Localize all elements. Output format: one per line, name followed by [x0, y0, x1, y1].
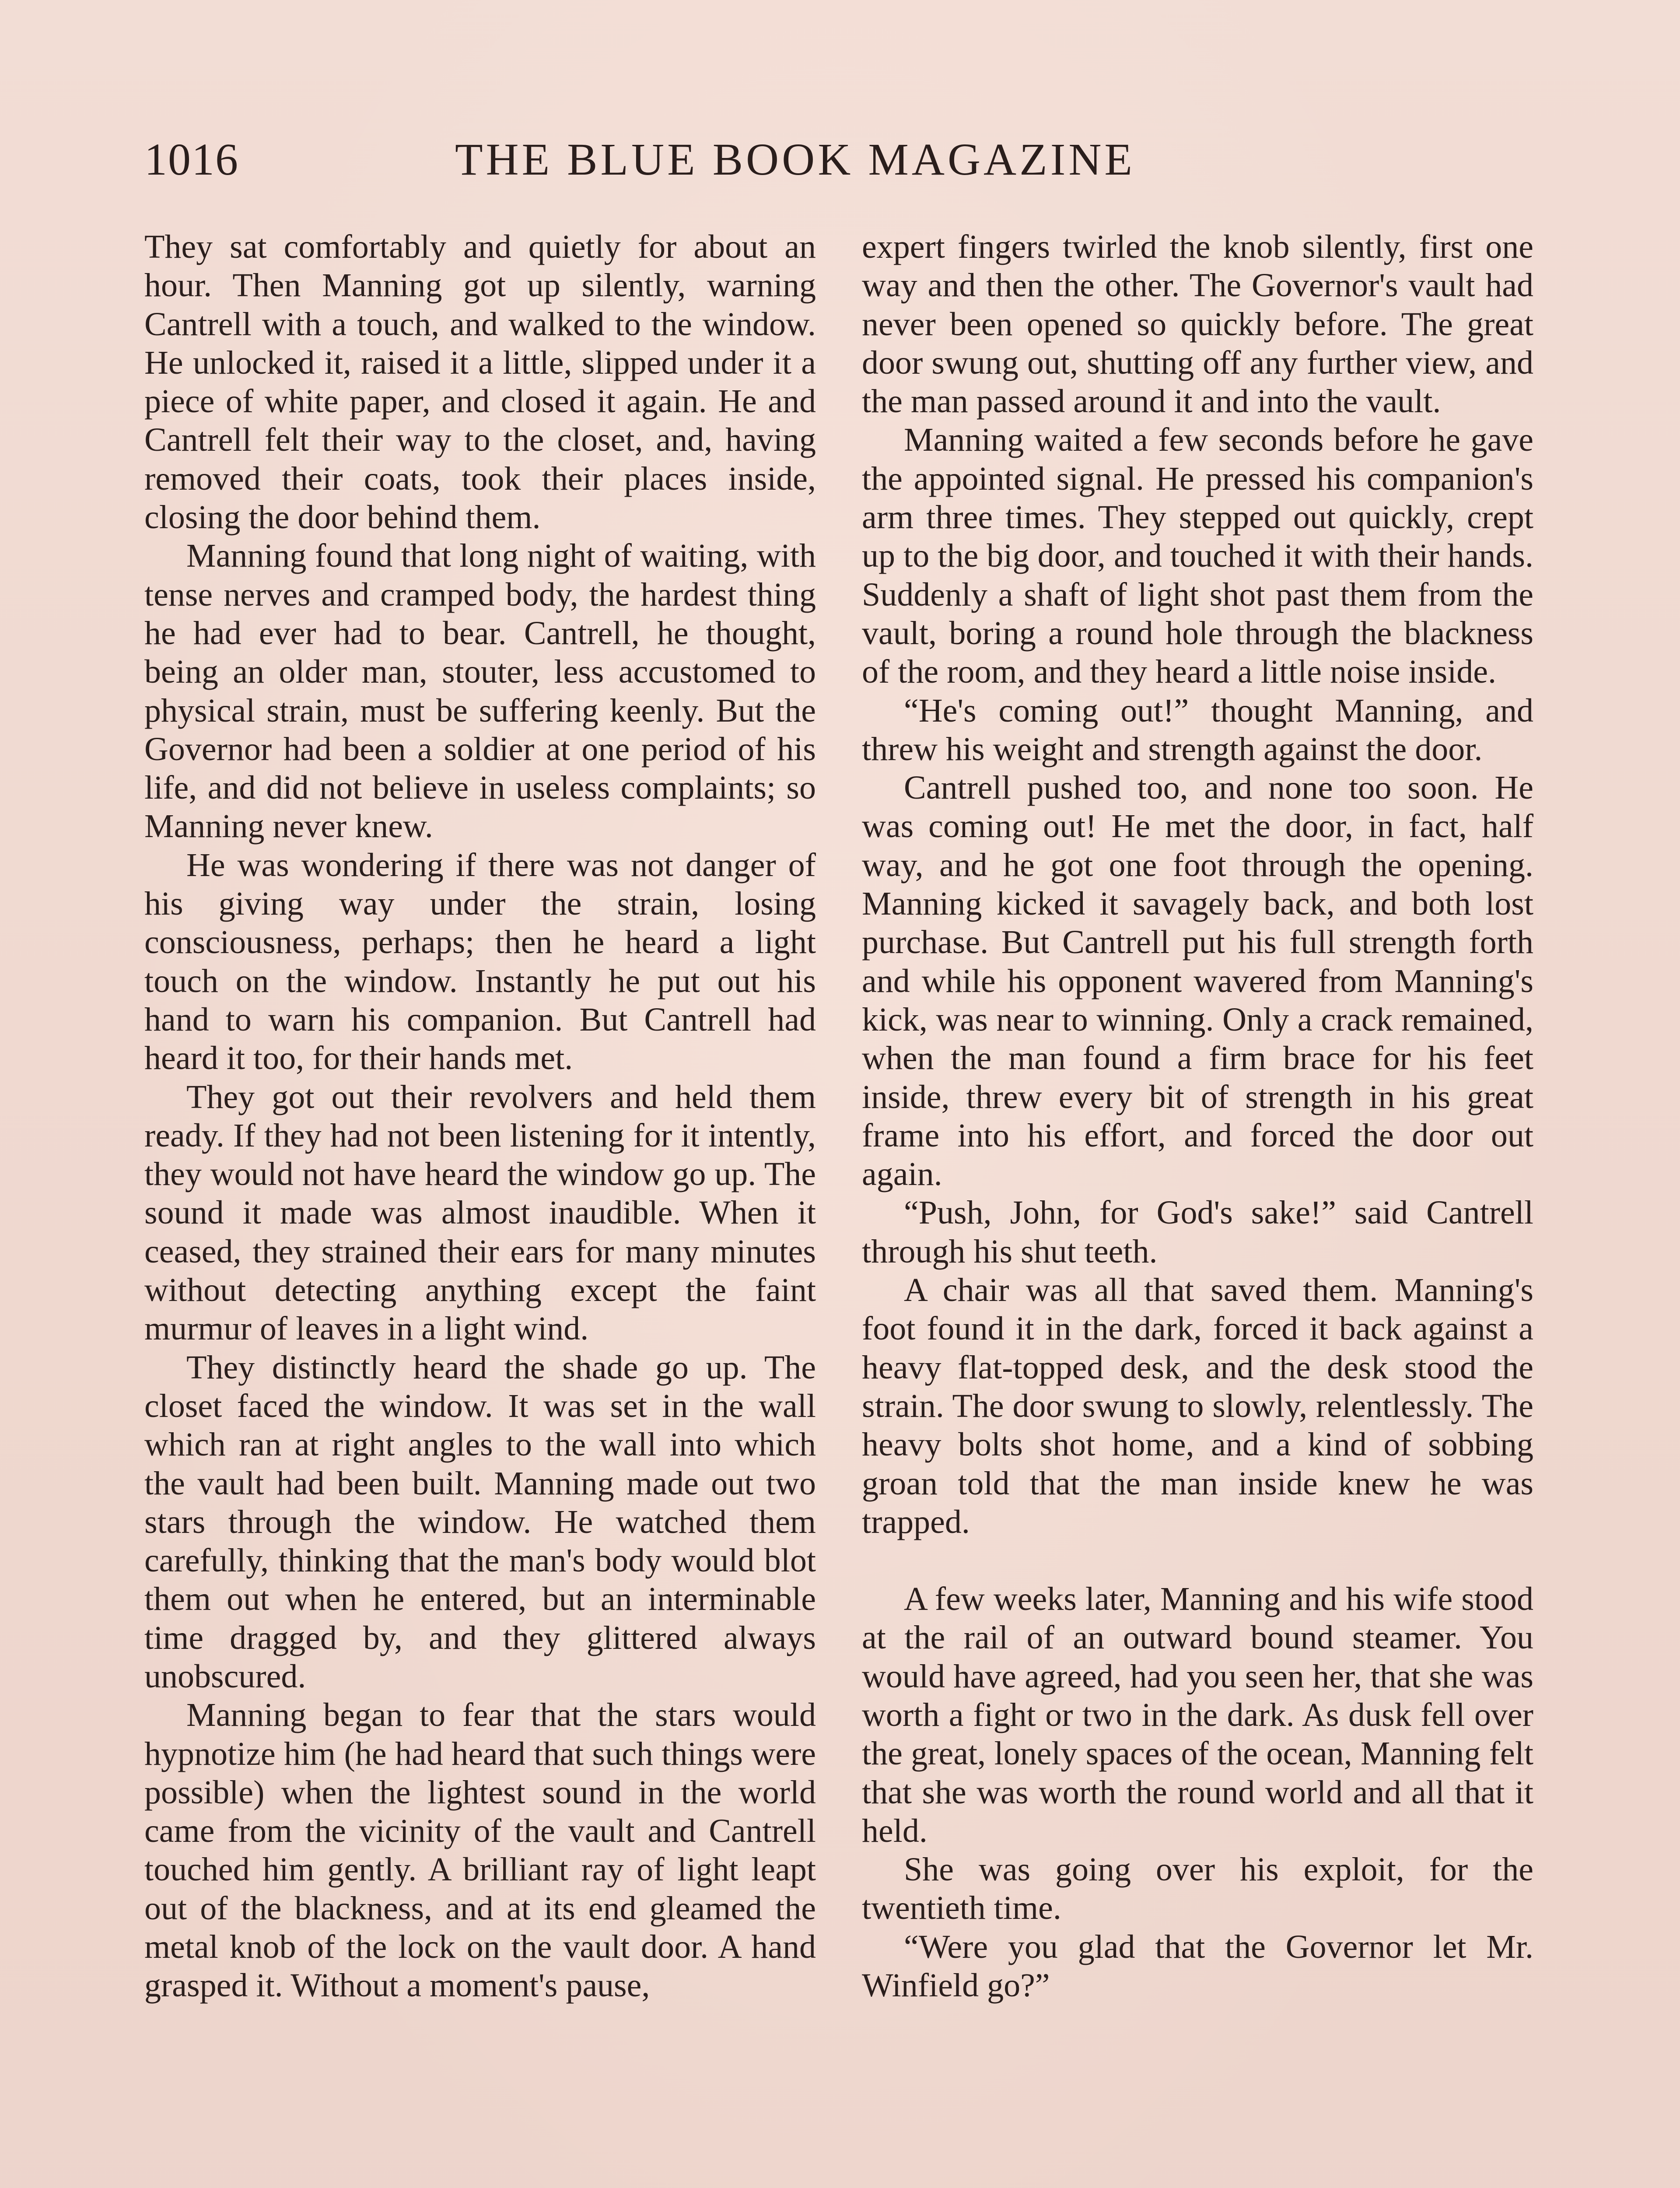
paragraph: Manning found that long night of waiting, with tense nerves and cramped body, the hardest thing he had ever had to bear. Cantrell, he thought, being an older man, stouter, less accustomed to physical strain, must be suffering keenly. But the Governor had been a soldier at one period of his life, and did not believe in useless complaints; so Manning never knew.	[144, 537, 816, 845]
paragraph: A chair was all that saved them. Manning's foot found it in the dark, forced it back against a heavy flat-topped desk, and the desk stood the strain. The door swung to slowly, relentlessly. The heavy bolts shot home, and a kind of sobbing groan told that the man inside knew he was trapped.	[862, 1272, 1533, 1540]
paragraph: They got out their revolvers and held them ready. If they had not been listening for it intently, they would not have heard the window go up. The sound it made was almost inaudible. When it ceased, they strained their ears for many minutes without detecting anything except the faint murmur of leaves in a light wind.	[144, 1078, 816, 1347]
article-body	[144, 228, 1536, 2188]
paragraph: Manning waited a few seconds before he gave the appointed signal. He pressed his companion's arm three times. They stepped out quickly, crept up to the big door, and touched it with their hands. Suddenly a shaft of light shot past them from the vault, boring a round hole through the blackness of the room, and they heard a little noise inside.	[862, 421, 1533, 691]
page-number: 1016	[144, 134, 239, 185]
paragraph: They sat comfortably and quietly for about an hour. Then Manning got up silently, warning Cantrell with a touch, and walked to the window. He unlocked it, raised it a little, slipped under it a piece of white paper, and closed it again. He and Cantrell felt their way to the closet, and, having removed their coats, took their places inside, closing the door behind them.	[144, 228, 816, 536]
paragraph: “Push, John, for God's sake!” said Cantrell through his shut teeth.	[862, 1194, 1533, 1270]
paragraph: “He's coming out!” thought Manning, and threw his weight and strength against the door.	[862, 692, 1533, 768]
paragraph: expert fingers twirled the knob silently, first one way and then the other. The Governor's vault had never been opened so quickly before. The great door swung out, shutting off any further view, and the man passed around it and into the vault.	[862, 228, 1533, 420]
paragraph: Manning began to fear that the stars would hypnotize him (he had heard that such things were possible) when the lightest sound in the world came from the vicinity of the vault and Cantrell touched him gently. A brilliant ray of light leapt out of the blackness, and at its end gleamed the metal knob of the lock on the vault door. A hand grasped it. Without a moment's pause,	[144, 1697, 816, 2004]
paragraph: A few weeks later, Manning and his wife stood at the rail of an outward bound steamer. You would have agreed, had you seen her, that she was worth a fight or two in the dark. As dusk fell over the great, lonely spaces of the ocean, Manning felt that she was worth the round world and all that it held.	[862, 1581, 1533, 1849]
paragraph: She was going over his exploit, for the twentieth time.	[862, 1851, 1533, 1927]
magazine-title: THE BLUE BOOK MAGAZINE	[455, 134, 1135, 185]
right-column	[862, 228, 1533, 2005]
paragraph: Cantrell pushed too, and none too soon. He was coming out! He met the door, in fact, half way, and he got one foot through the opening. Manning kicked it savagely back, and both lost purchase. But Cantrell put his full strength forth and while his opponent wavered from Manning's kick, was near to winning. Only a crack remained, when the man found a firm brace for his feet inside, threw every bit of strength in his great frame into his effort, and forced the door out again.	[862, 769, 1533, 1193]
paragraph: “Were you glad that the Governor let Mr. Winfield go?”	[862, 1928, 1533, 2004]
left-column	[144, 228, 816, 2005]
page-header	[144, 127, 1536, 193]
paragraph: They distinctly heard the shade go up. The closet faced the window. It was set in the wall which ran at right angles to the wall into which the vault had been built. Manning made out two stars through the window. He watched them carefully, thinking that the man's body would blot them out when he entered, but an interminable time dragged by, and they glittered always unobscured.	[144, 1349, 816, 1695]
paragraph: He was wondering if there was not danger of his giving way under the strain, losing consciousness, perhaps; then he heard a light touch on the window. Instantly he put out his hand to warn his companion. But Cantrell had heard it too, for their hands met.	[144, 846, 816, 1077]
